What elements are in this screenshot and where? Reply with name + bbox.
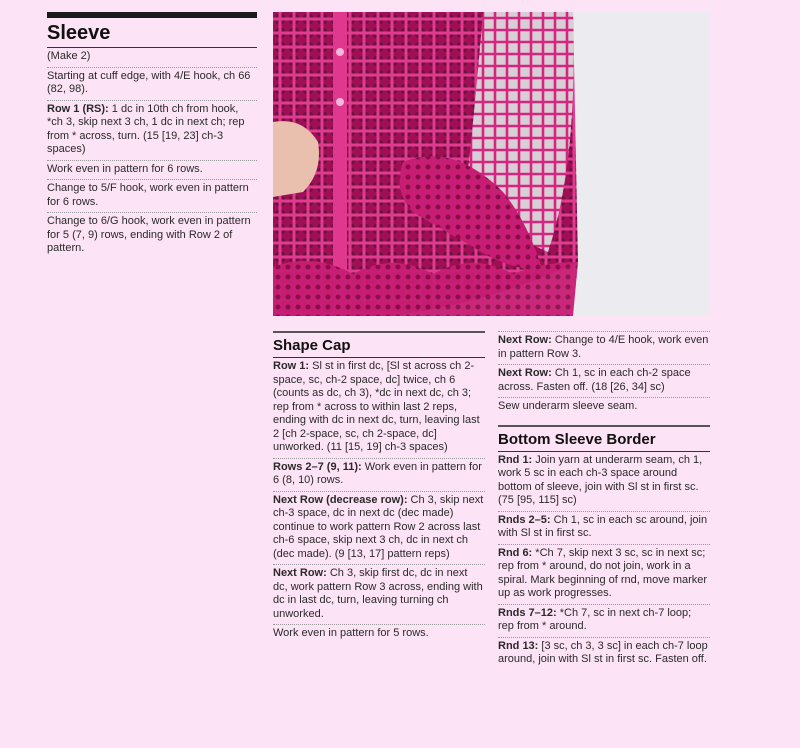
row-text: 1 dc in 10th ch from hook, *ch 3, skip next 3 ch, 1 dc in next ch; rep from * across, turn. (15 [19, 23] ch-3 spaces) [47, 102, 245, 155]
finishing-section [498, 331, 710, 670]
row-text: Change to 4/E hook, work even in pattern Row 3. [498, 334, 709, 360]
row-label: Next Row: [498, 367, 552, 379]
row-label: Row 1: [273, 360, 310, 372]
row-text: Sl st in first dc, [Sl st across ch 2-space, sc, ch-2 space, dc] twice, ch 6 (counts as dc, ch 3), *dc in next dc, ch 3; rep from * across to within last 2 reps, ending with dc in next dc, turn, leaving last 2 [ch 2-space, sc, ch 2-space, dc] unworked. (11 [15, 19] ch-3 spaces) [273, 360, 480, 453]
border-rnd6 [498, 545, 710, 605]
row-label: Rnds 2–5: [498, 513, 551, 526]
next-row-sc [498, 365, 710, 398]
row-text: Work even in pattern for 6 (8, 10) rows. [273, 460, 482, 486]
shape-cap-section [273, 331, 485, 644]
border-rnds-7-12 [498, 605, 710, 638]
cap-decrease-row [273, 492, 485, 566]
row-label: Rnd 6: [498, 546, 533, 559]
row-text: Ch 1, sc in each ch-2 space across. Fasten off. (18 [26, 34] sc) [498, 367, 691, 393]
row-label: Rnd 1: [498, 453, 533, 466]
shape-cap-title: Shape Cap [273, 331, 485, 358]
sleeve-intro: Starting at cuff edge, with 4/E hook, ch 66 (82, 98). [47, 68, 257, 101]
next-row-4e [498, 331, 710, 365]
cap-row1 [273, 358, 485, 459]
row-label: Next Row (decrease row): [273, 493, 408, 506]
sleeve-title: Sleeve [47, 20, 257, 48]
cap-next-row [273, 565, 485, 625]
row-label: Rnd 13: [498, 639, 539, 652]
sleeve-change-5f: Change to 5/F hook, work even in pattern for 6 rows. [47, 180, 257, 213]
row-label: Next Row: [498, 334, 552, 346]
row-text: Ch 3, skip first dc, dc in next dc, work pattern Row 3 across, ending with dc in last dc, turn, leaving turning ch unworked. [273, 567, 483, 620]
border-rnds-2-5 [498, 512, 710, 545]
sew-seam: Sew underarm sleeve seam. [498, 400, 638, 412]
cap-work-even: Work even in pattern for 5 rows. [273, 627, 429, 639]
sleeve-work-even: Work even in pattern for 6 rows. [47, 161, 257, 181]
section-rule [47, 12, 257, 18]
row-text: [3 sc, ch 3, 3 sc] in each ch-7 loop around, join with Sl st in first sc. Fasten off. [498, 639, 708, 665]
sleeve-row1 [47, 101, 257, 161]
row-label: Rnds 7–12: [498, 606, 557, 619]
sleeve-make: (Make 2) [47, 48, 257, 68]
sleeve-section [47, 12, 257, 259]
row-label: Next Row: [273, 567, 327, 579]
border-rnd13 [498, 638, 710, 670]
row-label: Row 1 (RS): [47, 102, 109, 115]
bottom-border-title: Bottom Sleeve Border [498, 425, 710, 452]
product-photo [273, 12, 709, 316]
row-text: Join yarn at underarm seam, ch 1, work 5 sc in each ch-3 space around bottom of sleeve, join with Sl st in first sc. (75 [95, 115] sc) [498, 453, 703, 506]
crochet-sleeve-illustration [273, 12, 709, 316]
row-label: Rows 2–7 (9, 11): [273, 460, 362, 473]
row-text: *Ch 7, skip next 3 sc, sc in next sc; rep from * around, do not join, work in a spiral. Mark beginning of rnd, move marker up as work progresses. [498, 546, 708, 599]
cap-rows-2-7 [273, 459, 485, 492]
row-text: *Ch 7, sc in next ch-7 loop; rep from * around. [498, 606, 692, 632]
border-rnd1 [498, 452, 710, 512]
row-text: Ch 1, sc in each sc around, join with Sl st in first sc. [498, 513, 708, 539]
row-text: Ch 3, skip next ch-3 space, dc in next dc (dec made) continue to work pattern Row 2 across last ch-6 space, skip next 3 ch, dc in next ch (dec made). (9 [13, 17] pattern reps) [273, 493, 484, 560]
sleeve-change-6g: Change to 6/G hook, work even in pattern for 5 (7, 9) rows, ending with Row 2 of pattern. [47, 215, 251, 254]
